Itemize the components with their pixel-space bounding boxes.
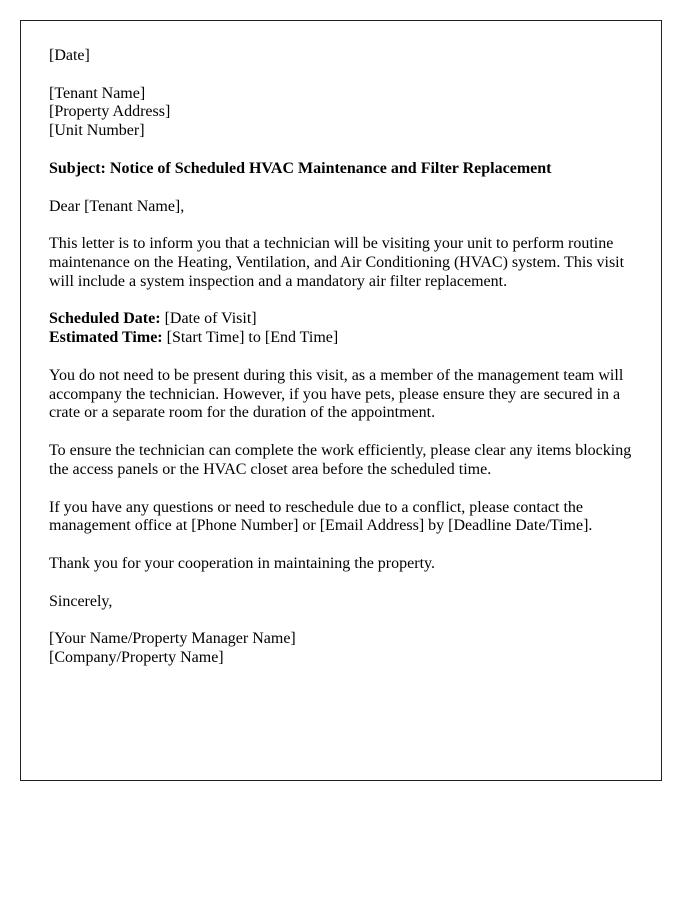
paragraph-contact: If you have any questions or need to reschedule due to a conflict, please contact the management office at [Phone Number] or [Email Address] by [Deadline Date/Time]. [49,498,593,535]
paragraph-thanks: Thank you for your cooperation in maintaining the property. [49,554,435,572]
signature-manager-name: [Your Name/Property Manager Name] [49,630,296,648]
paragraph-intro: This letter is to inform you that a technician will be visiting your unit to perform routine maintenance on the Heating, Ventilation, and Air Conditioning (HVAC) system. This visit will include a system inspection and a mandatory air filter replacement. [49,235,625,290]
closing: Sincerely, [49,592,113,610]
recipient-tenant-name: [Tenant Name] [49,84,146,102]
salutation: Dear [Tenant Name], [49,197,185,215]
estimated-time-label: Estimated Time: [49,329,163,347]
signature-block [49,630,634,667]
recipient-block [49,85,634,141]
paragraph-access: To ensure the technician can complete the work efficiently, please clear any items blocking the access panels or the HVAC closet area before the scheduled time. [49,442,632,478]
scheduled-date-label: Scheduled Date: [49,310,161,328]
scheduled-date-value: [Date of Visit] [164,310,257,328]
estimated-time-value: [Start Time] to [End Time] [166,329,339,347]
date-line: [Date] [49,47,90,64]
letter-document [20,20,662,781]
signature-company-name: [Company/Property Name] [49,649,224,667]
recipient-property-address: [Property Address] [49,103,171,121]
subject-line: Subject: Notice of Scheduled HVAC Maintenance and Filter Replacement [49,159,552,177]
recipient-unit-number: [Unit Number] [49,122,145,140]
paragraph-presence: You do not need to be present during this visit, as a member of the management team will accompany the technician. However, if you have pets, please ensure they are secured in a crate or a separate room for the duration of the appointment. [49,366,624,422]
schedule-block [49,310,634,347]
